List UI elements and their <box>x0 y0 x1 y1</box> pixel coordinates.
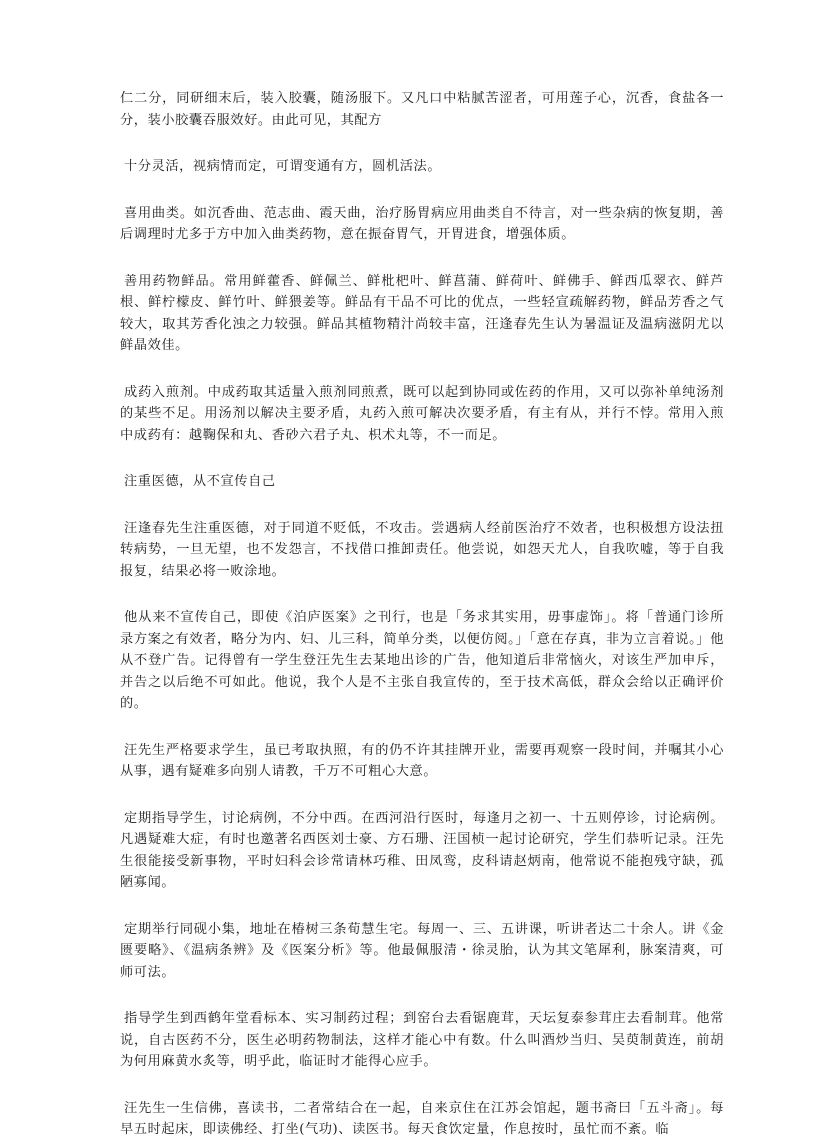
paragraph-patent-medicine: 成药入煎剂。中成药取其适量入煎剂同煎煮，既可以起到协同或佐药的作用，又可以弥补单纯汤剂的某些不足。用汤剂以解决主要矛盾，丸药入煎可解决次要矛盾，有主有从，并行不悖。常用入煎中成药有：越鞠保和丸、香砂六君子丸、枳术丸等，不一而足。 <box>120 384 724 443</box>
paragraph-formula-continuation: 仁二分，同研细末后，装入胶囊，随汤服下。又凡口中粘腻苦涩者，可用莲子心，沉香，食盐各一分，装小胶囊吞服效好。由此可见，其配方 <box>120 91 724 128</box>
paragraph-no-advertising: 他从来不宣传自己，即使《泊庐医案》之刊行，也是「务求其实用，毋事虚饰」。将「普通门诊所录方案之有效者，略分为内、妇、儿三科，简单分类，以便仿阅。」「意在存真，非为立言着说。」他从不登广告。记得曾有一学生登汪先生去某地出诊的广告，他知道后非常恼火，对该生严加申斥，并告之以后绝不可如此。他说，我个人是不主张自我宣传的，至于技术高低，群众会给以正确评价的。 <box>120 610 724 711</box>
paragraph-study-group: 定期举行同砚小集，地址在椿树三条荀慧生宅。每周一、三、五讲课，听讲者达二十余人。讲《金匮要略》、《温病条辨》及《医案分析》等。他最佩服清・徐灵胎，认为其文笔犀利，脉案清爽，可师可法。 <box>120 921 724 980</box>
paragraph-ethics: 汪逢春先生注重医德，对于同道不贬低，不攻击。尝遇病人经前医治疗不效者，也积极想方设法扭转病势，一旦无望，也不发怨言，不找借口推卸责任。他尝说，如怨天尤人，自我吹嘘，等于自我报复，结果必将一败涂地。 <box>120 520 724 579</box>
paragraph-strict-students: 汪先生严格要求学生，虽已考取执照，有的仍不许其挂牌开业，需要再观察一段时间，并嘱其小心从事，遇有疑难多向别人请教，千万不可粗心大意。 <box>120 742 724 779</box>
paragraph-fresh-herbs: 善用药物鲜品。常用鲜藿香、鲜佩兰、鲜枇杷叶、鲜菖蒲、鲜荷叶、鲜佛手、鲜西瓜翠衣、鲜芦根、鲜柠檬皮、鲜竹叶、鲜猥姜等。鲜品有干品不可比的优点，一些轻宣疏解药物，鲜品芳香之气较大，取其芳香化浊之力较强。鲜品其植物精汁尚较丰富，汪逢春先生认为暑温证及温病滋阴尤以鲜晶效佳。 <box>120 273 724 353</box>
paragraph-pharmacy-visits: 指导学生到西鹤年堂看标本、实习制药过程；到窑台去看锯鹿茸，天坛复泰参茸庄去看制茸。他常说，自古医药不分，医生必明药物制法，这样才能心中有数。什么叫酒炒当归、吴萸制黄连，前胡为何用麻黄水炙等，明乎此，临证时才能得心应手。 <box>120 1011 724 1069</box>
paragraph-flexible-method: 十分灵活，视病情而定，可谓变通有方，圆机活法。 <box>124 159 442 174</box>
section-heading-medical-ethics: 注重医德，从不宣传自己 <box>124 474 276 489</box>
paragraph-daily-life: 汪先生一生信佛，喜读书，二者常结合在一起，自来京住在江苏会馆起，题书斋曰「五斗斋」。每早五时起床，即读佛经、打坐(气功)、读医书。每天食饮定量，作息按时，虽忙而不紊。临 <box>120 1100 724 1137</box>
paragraph-case-discussion: 定期指导学生，讨论病例，不分中西。在西河沿行医时，每逢月之初一、十五则停诊，讨论病例。凡遇疑难大症，有时也邀著名西医刘士豪、方石珊、汪国桢一起讨论研究，学生们恭听记录。汪先生很能接受新事物，平时妇科会诊常请林巧稚、田凤鸾，皮科请赵炳南，他常说不能抱残守缺，孤陋寡闻。 <box>120 810 724 890</box>
paragraph-qu-class: 喜用曲类。如沉香曲、范志曲、霞天曲，治疗肠胃病应用曲类自不待言，对一些杂病的恢复期，善后调理时尤多于方中加入曲类药物，意在振奋胃气，开胃进食，增强体质。 <box>120 205 724 242</box>
